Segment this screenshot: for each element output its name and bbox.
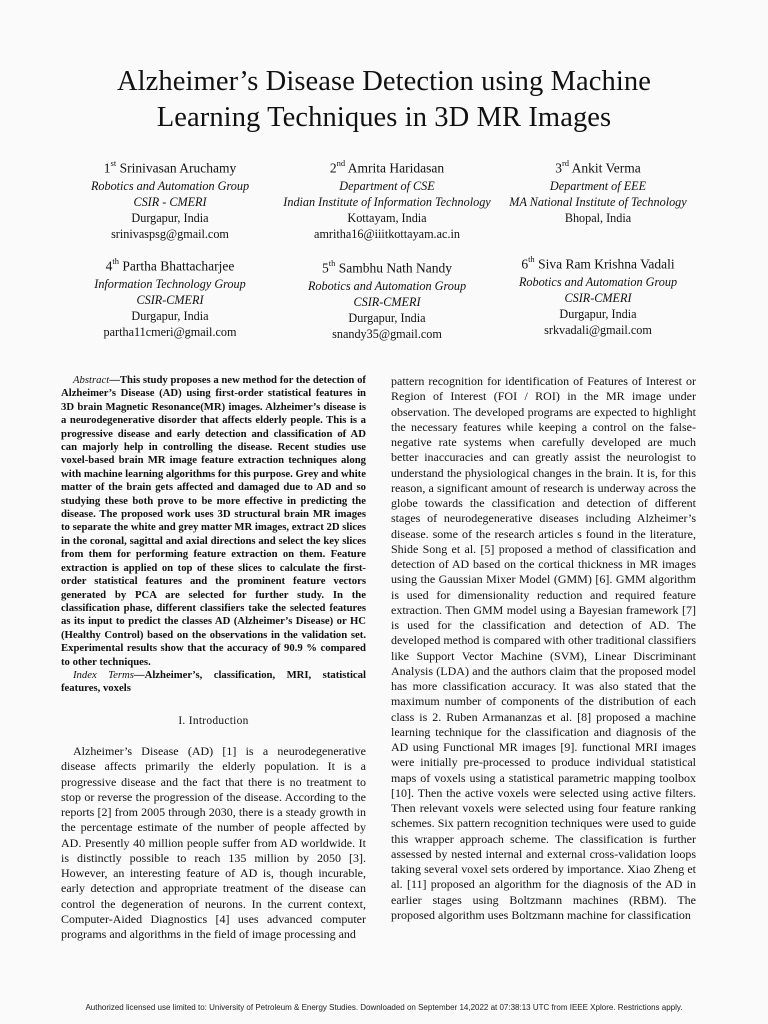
author-email: snandy35@gmail.com bbox=[332, 326, 442, 341]
author-ordinal-suffix: nd bbox=[336, 158, 346, 168]
author-department: Information Technology Group bbox=[94, 276, 246, 291]
author-department: Robotics and Automation Group bbox=[307, 278, 467, 293]
author-ordinal: 3 bbox=[555, 160, 562, 176]
author-ordinal: 1 bbox=[103, 160, 111, 176]
author-location: Durgapur, India bbox=[131, 210, 209, 225]
author-location: Durgapur, India bbox=[559, 306, 637, 321]
paper-title bbox=[0, 64, 768, 136]
title-line-1: Alzheimer’s Disease Detection using Machine bbox=[116, 66, 652, 97]
intro-paragraph: Alzheimer’s Disease (AD) [1] is a neurodegenerative disease affects primarily the elderly population. It is a progressive disease and the fact that there is no treatment to stop or reverse the progression of the disease. According to the reports [2] from 2005 through 2030, there is a steady growth in the percentage estimate of the number of people affected by AD. Presently 40 million people suffer from AD worldwide. It is distinctly possible to reach 135 million by 2050 [3]. However, an interesting feature of AD is, though incurable, early detection and appropriate treatment of the disease can control the degeneration of neurons. In the current context, Computer-Aided Diagnostics [4] uses advanced computer programs and algorithms in the field of image processing and bbox=[61, 744, 366, 941]
author-organization: CSIR-CMERI bbox=[564, 290, 632, 305]
author-email: partha11cmeri@gmail.com bbox=[103, 324, 237, 339]
author-email: srkvadali@gmail.com bbox=[544, 322, 652, 337]
author-name: Partha Bhattacharjee bbox=[122, 258, 235, 274]
author-email: amritha16@iiitkottayam.ac.in bbox=[314, 226, 460, 241]
author-location: Kottayam, India bbox=[347, 210, 427, 225]
section-heading: I. Introduction bbox=[178, 714, 249, 727]
index-terms bbox=[61, 669, 366, 696]
author-department: Robotics and Automation Group bbox=[90, 178, 250, 193]
author-block-3 bbox=[473, 155, 723, 226]
author-name: Amrita Haridasan bbox=[347, 160, 445, 176]
author-organization: CSIR-CMERI bbox=[136, 292, 204, 307]
abstract-text: —This study proposes a new method for the detection of Alzheimer’s Disease (AD) using first-order statistical features in 3D brain Magnetic Resonance(MR) images. Alzheimer’s disease is a neurodegenerative disorder that affects elderly people. This is a progressive disease and early detection and classification of AD can majorly help in controlling the disease. Recent studies use voxel-based brain MR image feature extraction techniques along with machine learning algorithms for this purpose. Grey and white matter of the brain gets affected and damaged due to AD and so studying these both prove to be more effective in predicting the disease. The proposed work uses 3D structural brain MR images to separate the white and grey matter MR images, extract 2D slices in the coronal, sagittal and axial directions and select the key slices from them for performing feature extraction on them. Feature extraction is applied on top of these slices to calculate the first-order statistical features and the prominent feature vectors generated by PCA are selected for further study. In the classification phase, different classifiers take the selected features as its input to predict the classes AD (Alzheimer’s Disease) or HC (Healthy Control) based on the observations in the validation set. Experimental results show that the accuracy of 90.9 % compared to other techniques. bbox=[61, 374, 366, 668]
license-footer: Authorized licensed use limited to: University of Petroleum & Energy Studies. Downloaded on September 14,2022 at 07:38:13 UTC from IEEE Xplore. Restrictions apply. bbox=[85, 1003, 683, 1012]
author-location: Durgapur, India bbox=[131, 308, 209, 323]
author-ordinal-suffix: th bbox=[328, 258, 336, 268]
author-email: srinivaspsg@gmail.com bbox=[111, 226, 229, 241]
author-ordinal-suffix: rd bbox=[561, 158, 570, 168]
intro-paragraph-continued: pattern recognition for identification of Features of Interest or Region of Interest (FOI / ROI) in the MR image under observation. The developed programs are expected to highlight the necessary features while keeping a control on the false-negative rate systems when carefully developed are much better inaccuracies and can greatly assist the neurologist to understand the physiological changes in the brain. It is, for this reason, a significant amount of research is underway across the globe towards the classification and detection of different stages of neurodegenerative diseases including Alzheimer’s disease. some of the research articles s found in the literature, Shide Song et al. [5] proposed a method of classification and detection of AD based on the cortical thickness in MR images using the Gaussian Mixer Model (GMM) [6]. GMM algorithm is used for dimensionality reduction and required feature extraction. Then GMM model using a Bayesian framework [7] is used for the classification and detection of AD. The developed method is compared with other traditional classifiers like Support Vector Machine (SVM), Linear Discriminant Analysis (LDA) and the authors claim that the proposed model has more classification accuracy. It was also stated that the maximum number of components of the distribution of each class is 2. Ruben Armananzas et al. [8] proposed a machine learning technique for the classification and diagnosis of the AD using Functional MR images [9]. functional MRI images were initially pre-processed to produce individual statistical maps of voxels using a statistical parametric mapping toolbox [10]. Then the active voxels were selected using active filters. Then relevant voxels were selected using four feature ranking schemes. Six pattern recognition techniques were used to guide this wrapper approach scheme. The classification is further assessed by nested internal and external cross-validation loops taking several voxel sets ordered by importance. Xiao Zheng et al. [11] proposed an algorithm for the diagnosis of the AD in earlier stages using Boltzmann machines (RBM). The proposed algorithm uses Boltzmann machine for classification bbox=[391, 374, 696, 922]
author-ordinal-suffix: th bbox=[528, 254, 535, 264]
author-ordinal-suffix: th bbox=[112, 256, 119, 266]
title-line-2: Learning Techniques in 3D MR Images bbox=[156, 102, 612, 133]
author-organization: Indian Institute of Information Technology bbox=[283, 194, 491, 209]
author-ordinal: 6 bbox=[521, 256, 529, 272]
author-ordinal: 2 bbox=[329, 160, 337, 176]
author-name: Sambhu Nath Nandy bbox=[338, 260, 452, 276]
index-terms-label: Index Terms bbox=[73, 668, 134, 681]
abstract bbox=[61, 374, 366, 669]
author-location: Durgapur, India bbox=[348, 310, 426, 325]
author-organization: CSIR - CMERI bbox=[133, 194, 207, 209]
author-ordinal-suffix: st bbox=[110, 158, 117, 168]
author-ordinal: 4 bbox=[105, 258, 113, 274]
author-department: Department of CSE bbox=[339, 178, 435, 193]
author-name: Ankit Verma bbox=[571, 160, 641, 176]
index-terms-text: —Alzheimer’s, classification, MRI, statistical features, voxels bbox=[61, 668, 366, 695]
author-block-1 bbox=[45, 155, 295, 242]
author-block-6 bbox=[473, 251, 723, 338]
author-organization: MA National Institute of Technology bbox=[509, 194, 687, 209]
author-department: Robotics and Automation Group bbox=[518, 274, 678, 289]
author-organization: CSIR-CMERI bbox=[353, 294, 421, 309]
abstract-label: Abstract bbox=[73, 374, 110, 386]
right-column bbox=[391, 374, 696, 923]
left-column bbox=[61, 374, 366, 942]
author-ordinal: 5 bbox=[322, 260, 329, 276]
author-location: Bhopal, India bbox=[564, 210, 632, 225]
author-name: Srinivasan Aruchamy bbox=[119, 160, 237, 176]
author-name: Siva Ram Krishna Vadali bbox=[538, 256, 675, 272]
author-department: Department of EEE bbox=[549, 178, 647, 193]
author-block-4 bbox=[45, 253, 295, 340]
